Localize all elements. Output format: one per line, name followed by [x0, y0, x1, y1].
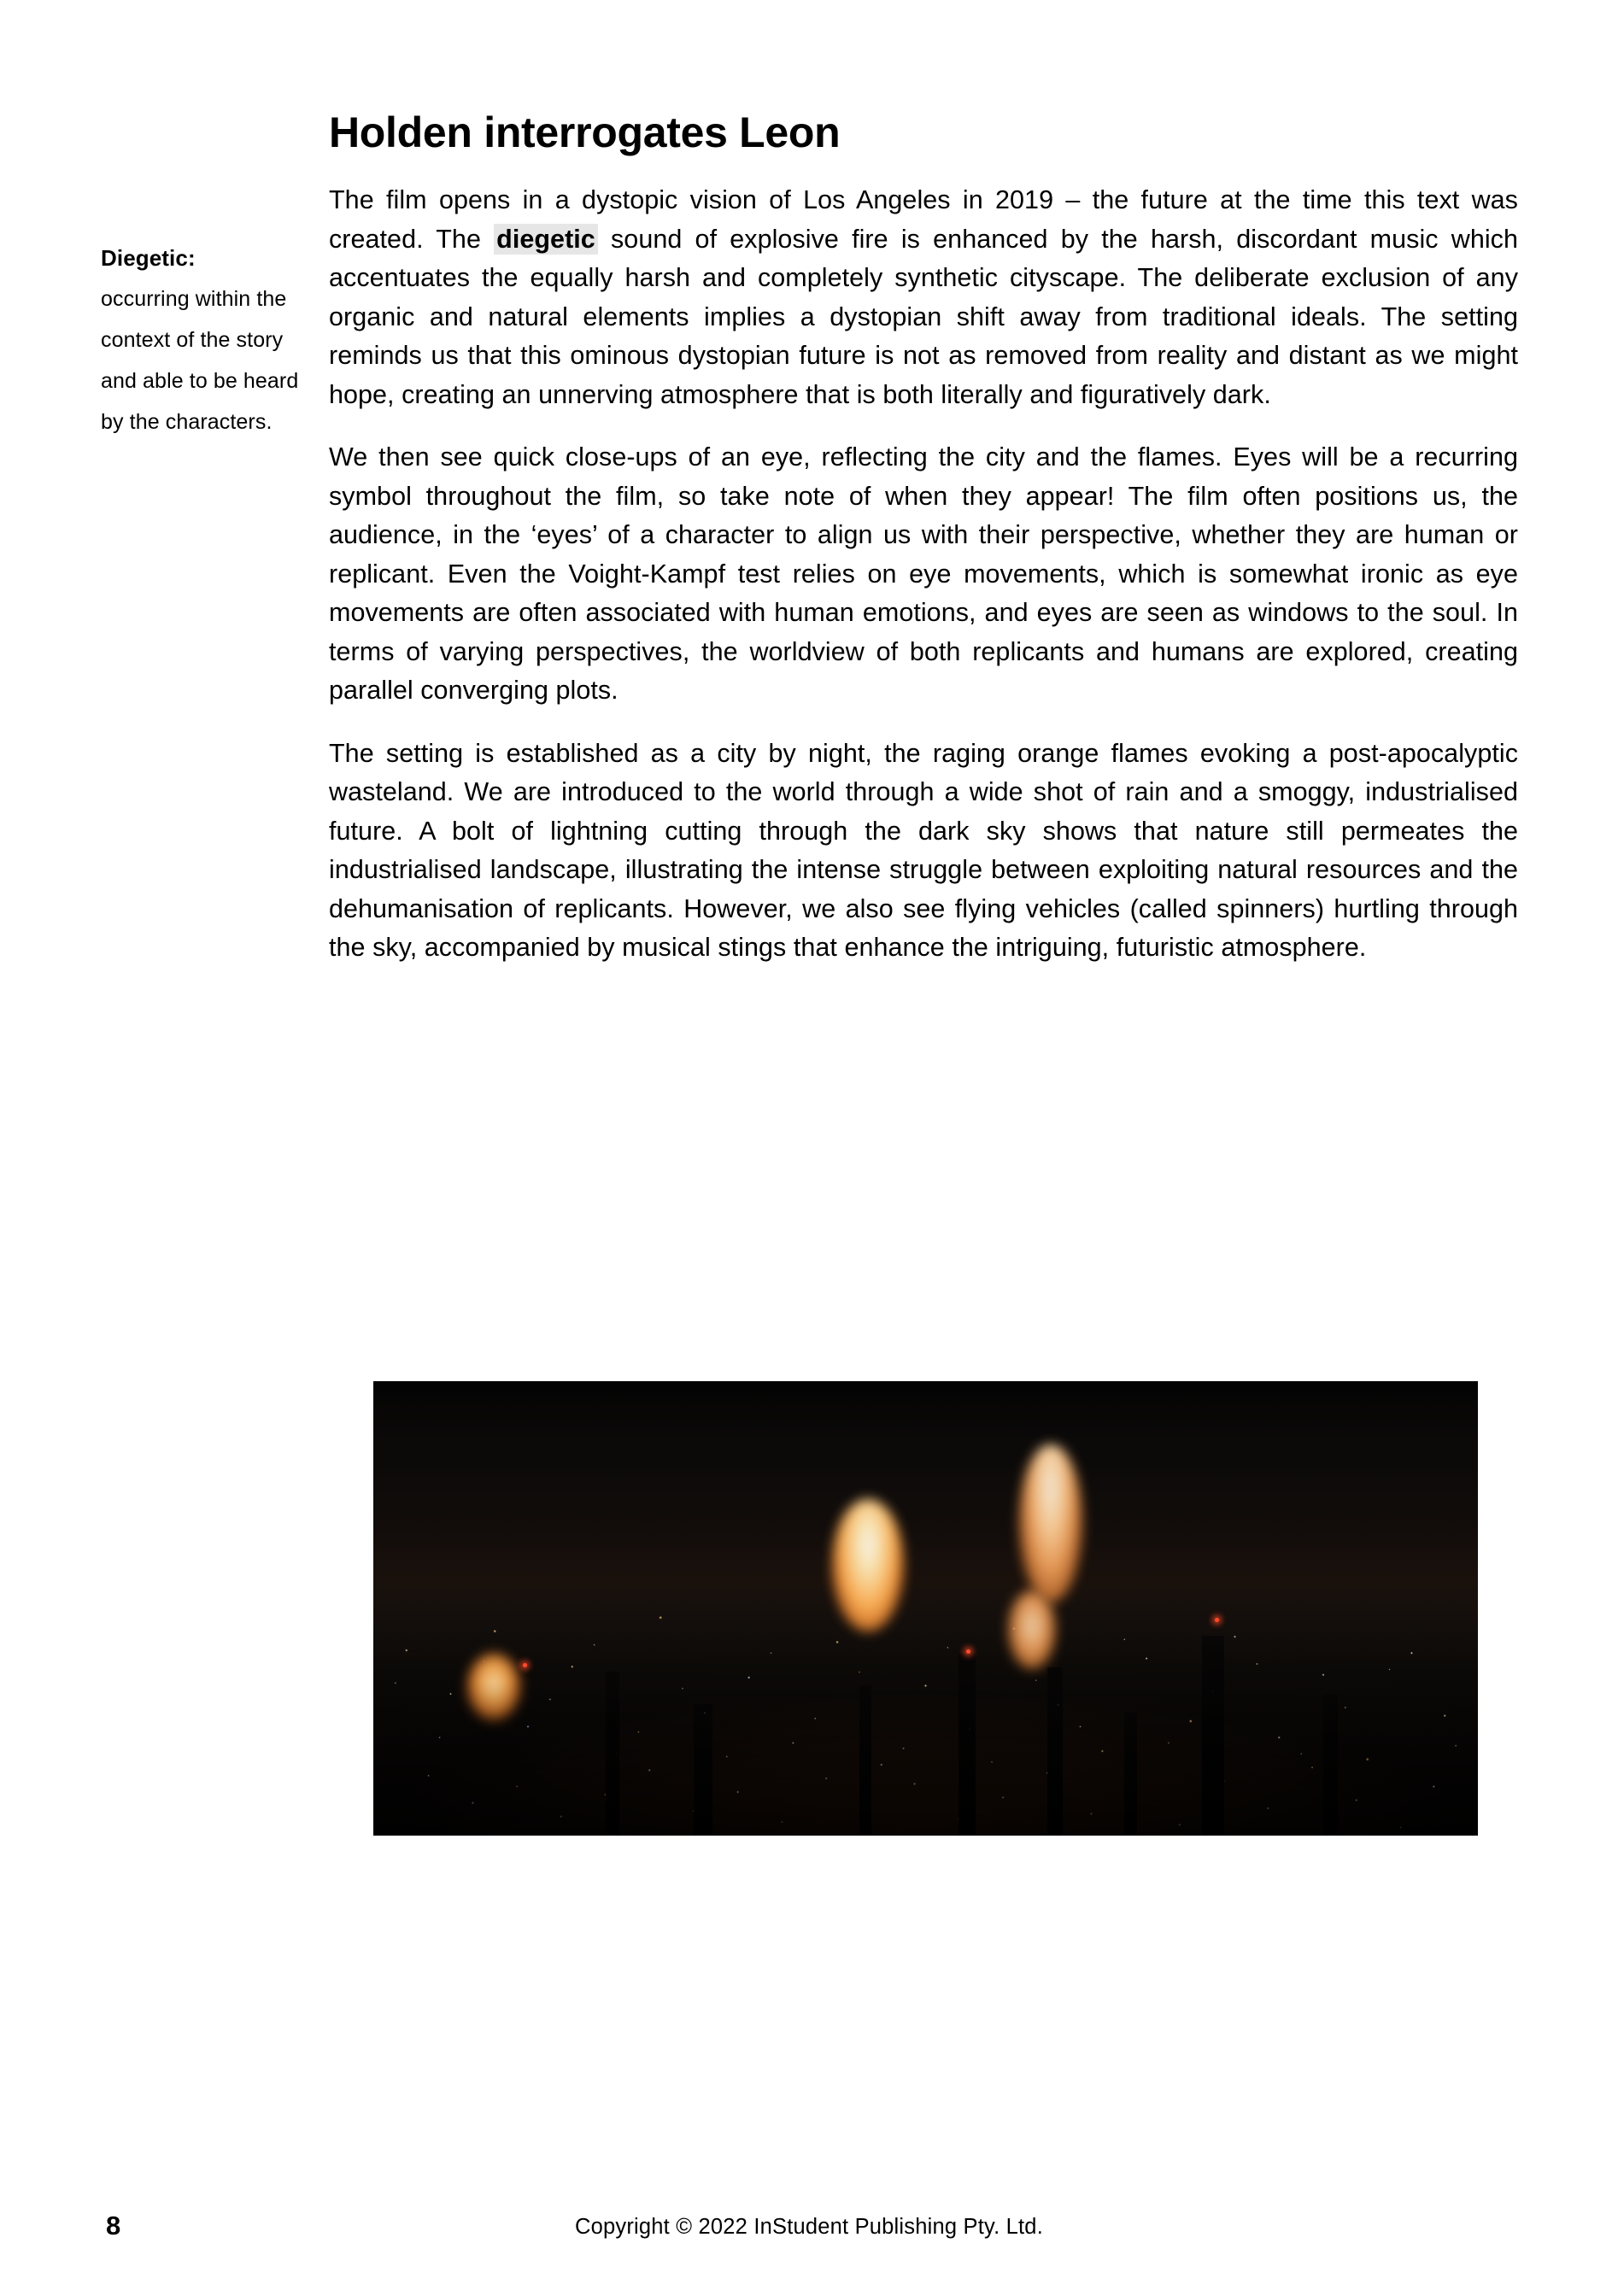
city-lights-belt [373, 1563, 1478, 1836]
body-paragraph-3: The setting is established as a city by night, the raging orange flames evoking a post-apocalyptic wasteland. We are introduced to the world through a wide shot of rain and a smoggy, industrialised future. A bolt of lightning cutting through the dark sky shows that nature still permeates the industrialised landscape, illustrating the intense struggle between exploiting natural resources and the dehumanisation of replicants. However, we also see flying vehicles (called spinners) hurtling through the sky, accompanied by musical stings that enhance the intriguing, futuristic atmosphere. [329, 738, 1518, 962]
highlighted-term-diegetic: diegetic [494, 224, 598, 255]
tower-beacon-light-1 [1215, 1618, 1219, 1622]
film-still-image [373, 1381, 1478, 1836]
tower-beacon-light-3 [523, 1663, 527, 1667]
page-footer [0, 2211, 1618, 2250]
tower-silhouette-1 [606, 1672, 619, 1836]
tower-silhouette-5 [1047, 1667, 1063, 1836]
page-title: Holden interrogates Leon [329, 108, 841, 156]
tower-silhouette-2 [694, 1704, 712, 1836]
tower-silhouette-4 [958, 1654, 976, 1836]
main-text-column [329, 109, 1518, 968]
tower-silhouette-8 [1323, 1695, 1338, 1836]
flame-plume-right-lower [1008, 1590, 1056, 1669]
tower-silhouette-6 [1124, 1713, 1137, 1836]
city-lights-layer-3 [373, 1563, 1478, 1836]
body-paragraph-1 [329, 181, 1518, 414]
gloss-term: Diegetic: [101, 245, 196, 271]
flame-plume-center [832, 1499, 904, 1631]
paragraph-1-part-b: sound of explosive fire is enhanced by the harsh, discordant music which accentuates the equally harsh and completely synthetic cityscape. The deliberate exclusion of any organic and natural elements implies a dystopian shift away from traditional ideals. The setting reminds us that this ominous dystopian future is not as removed from reality and distant as we might hope, creating an unnerving atmosphere that is both literally and figuratively dark. [329, 224, 1518, 409]
tower-silhouette-7 [1202, 1636, 1224, 1836]
gloss-definition-text: occurring within the context of the story and able to be heard by the characters. [101, 287, 299, 434]
flame-plume-left [467, 1654, 520, 1720]
page-number: 8 [106, 2211, 121, 2240]
copyright-notice: Copyright © 2022 InStudent Publishing Pty. Ltd. [575, 2215, 1043, 2239]
tower-silhouette-3 [859, 1685, 871, 1836]
body-paragraph-2: We then see quick close-ups of an eye, reflecting the city and the flames. Eyes will be a recurring symbol throughout the film, so take note of when they appear! The film often positions us, the audience, in the ‘eyes’ of a character to align us with their perspective, whether they are human or replicant. Even the Voight-Kampf test relies on eye movements, which is somewhat ironic as eye movements are often associated with human emotions, and eyes are seen as windows to the soul. In terms of varying perspectives, the worldview of both replicants and humans are explored, creating parallel converging plots. [329, 442, 1518, 705]
margin-gloss-definition [101, 237, 314, 442]
paragraph-1-part-a: The film opens in a dystopic vision of Los Angeles in 2019 – the future at the time this text was created. The [329, 185, 1518, 254]
